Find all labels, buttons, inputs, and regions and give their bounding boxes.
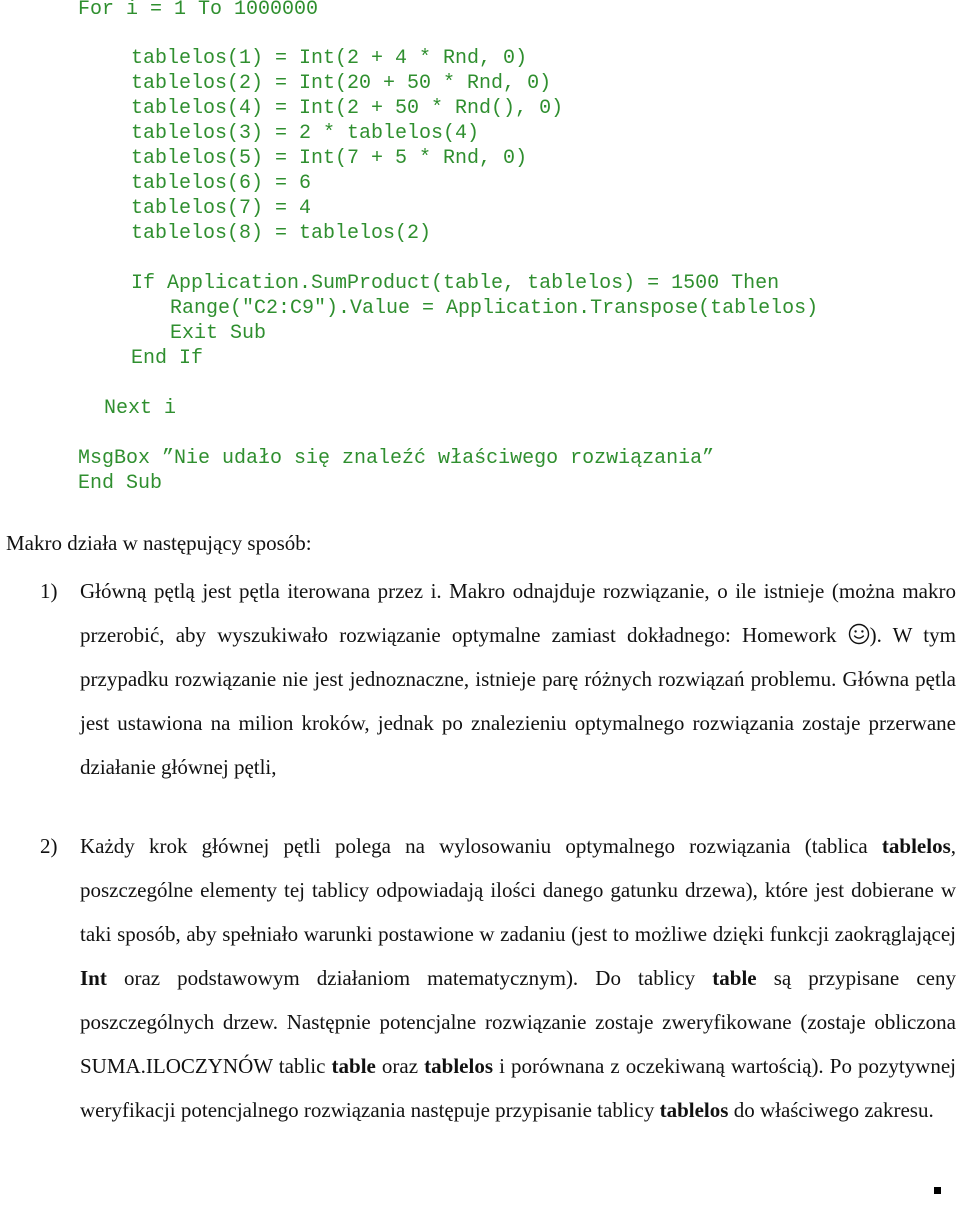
- list-item-2-text: [80, 824, 956, 1132]
- list-number-1: 1): [40, 579, 58, 603]
- list-item-1-text: [80, 569, 956, 789]
- item2-bold-tablelos-2: tablelos: [424, 1054, 493, 1078]
- item2-text-7: do właściwego zakresu.: [728, 1098, 934, 1122]
- code-line-assign-7: tablelos(7) = 4: [131, 197, 312, 220]
- code-line-next: Next i: [104, 397, 177, 420]
- code-line-assign-4: tablelos(4) = Int(2 + 50 * Rnd(), 0): [131, 97, 564, 120]
- list-number-2: 2): [40, 834, 58, 858]
- code-line-assign-1: tablelos(1) = Int(2 + 4 * Rnd, 0): [131, 47, 528, 70]
- item1-text-part1: Główną pętlą jest pętla iterowana przez i. Makro odnajduje rozwiązanie, o ile istnieje (można makro przerobić, aby wyszukiwało rozwiązanie optymalne zamiast dokładnego: Homework: [80, 579, 956, 647]
- item2-text-1: Każdy krok głównej pętli polega na wylosowaniu optymalnego rozwiązania (tablica: [80, 834, 882, 858]
- item2-bold-table-2: table: [331, 1054, 376, 1078]
- item1-text-part2: ). W tym przypadku rozwiązanie nie jest jednoznaczne, istnieje parę różnych rozwiązań problemu. Główna pętla jest ustawiona na milion kroków, jednak po znalezieniu optymalnego rozwiązania zostaje przerwane działanie głównej pętli,: [80, 623, 956, 779]
- code-line-assign-5: tablelos(5) = Int(7 + 5 * Rnd, 0): [131, 147, 528, 170]
- code-line-for: For i = 1 To 1000000: [78, 0, 319, 21]
- item2-bold-tablelos-3: tablelos: [659, 1098, 729, 1122]
- item2-bold-table-1: table: [712, 966, 757, 990]
- code-line-exit-sub: Exit Sub: [170, 322, 267, 345]
- code-line-assign-2: tablelos(2) = Int(20 + 50 * Rnd, 0): [131, 72, 552, 95]
- end-of-proof-square-icon: [934, 1187, 941, 1194]
- code-line-range: Range("C2:C9").Value = Application.Transpose(tablelos): [170, 297, 819, 320]
- code-line-msgbox: MsgBox ”Nie udało się znaleźć właściwego rozwiązania”: [78, 447, 715, 470]
- smiley-face-icon: [848, 623, 870, 645]
- code-line-if: If Application.SumProduct(table, tablelos) = 1500 Then: [131, 272, 780, 295]
- item2-text-4: są przypisane ceny poszczególnych drzew. Następnie potencjalne rozwiązanie zostaje zweryfikowane (zostaje obliczona SUMA.ILOCZYNÓW tablic: [80, 966, 956, 1078]
- code-line-assign-8: tablelos(8) = tablelos(2): [131, 222, 432, 245]
- code-line-end-if: End If: [131, 347, 204, 370]
- item2-text-5: oraz: [375, 1054, 425, 1078]
- item2-bold-tablelos-1: tablelos: [881, 834, 951, 858]
- item2-text-2: , poszczególne elementy tej tablicy odpowiadają ilości danego gatunku drzewa), które jest dobierane w taki sposób, aby spełniało warunki postawione w zadaniu (jest to możliwe dzięki funkcji zaokrąglającej: [80, 834, 956, 946]
- item2-text-6: i porównana z oczekiwaną wartością). Po pozytywnej weryfikacji potencjalnego rozwiązania następuje przypisanie tablicy: [80, 1054, 957, 1122]
- code-line-end-sub: End Sub: [78, 472, 163, 495]
- code-line-assign-6: tablelos(6) = 6: [131, 172, 312, 195]
- item2-bold-int: Int: [80, 966, 107, 990]
- code-line-assign-3: tablelos(3) = 2 * tablelos(4): [131, 122, 480, 145]
- item2-text-3: oraz podstawowym działaniom matematycznym). Do tablicy: [106, 966, 713, 990]
- intro-paragraph: Makro działa w następujący sposób:: [6, 531, 312, 555]
